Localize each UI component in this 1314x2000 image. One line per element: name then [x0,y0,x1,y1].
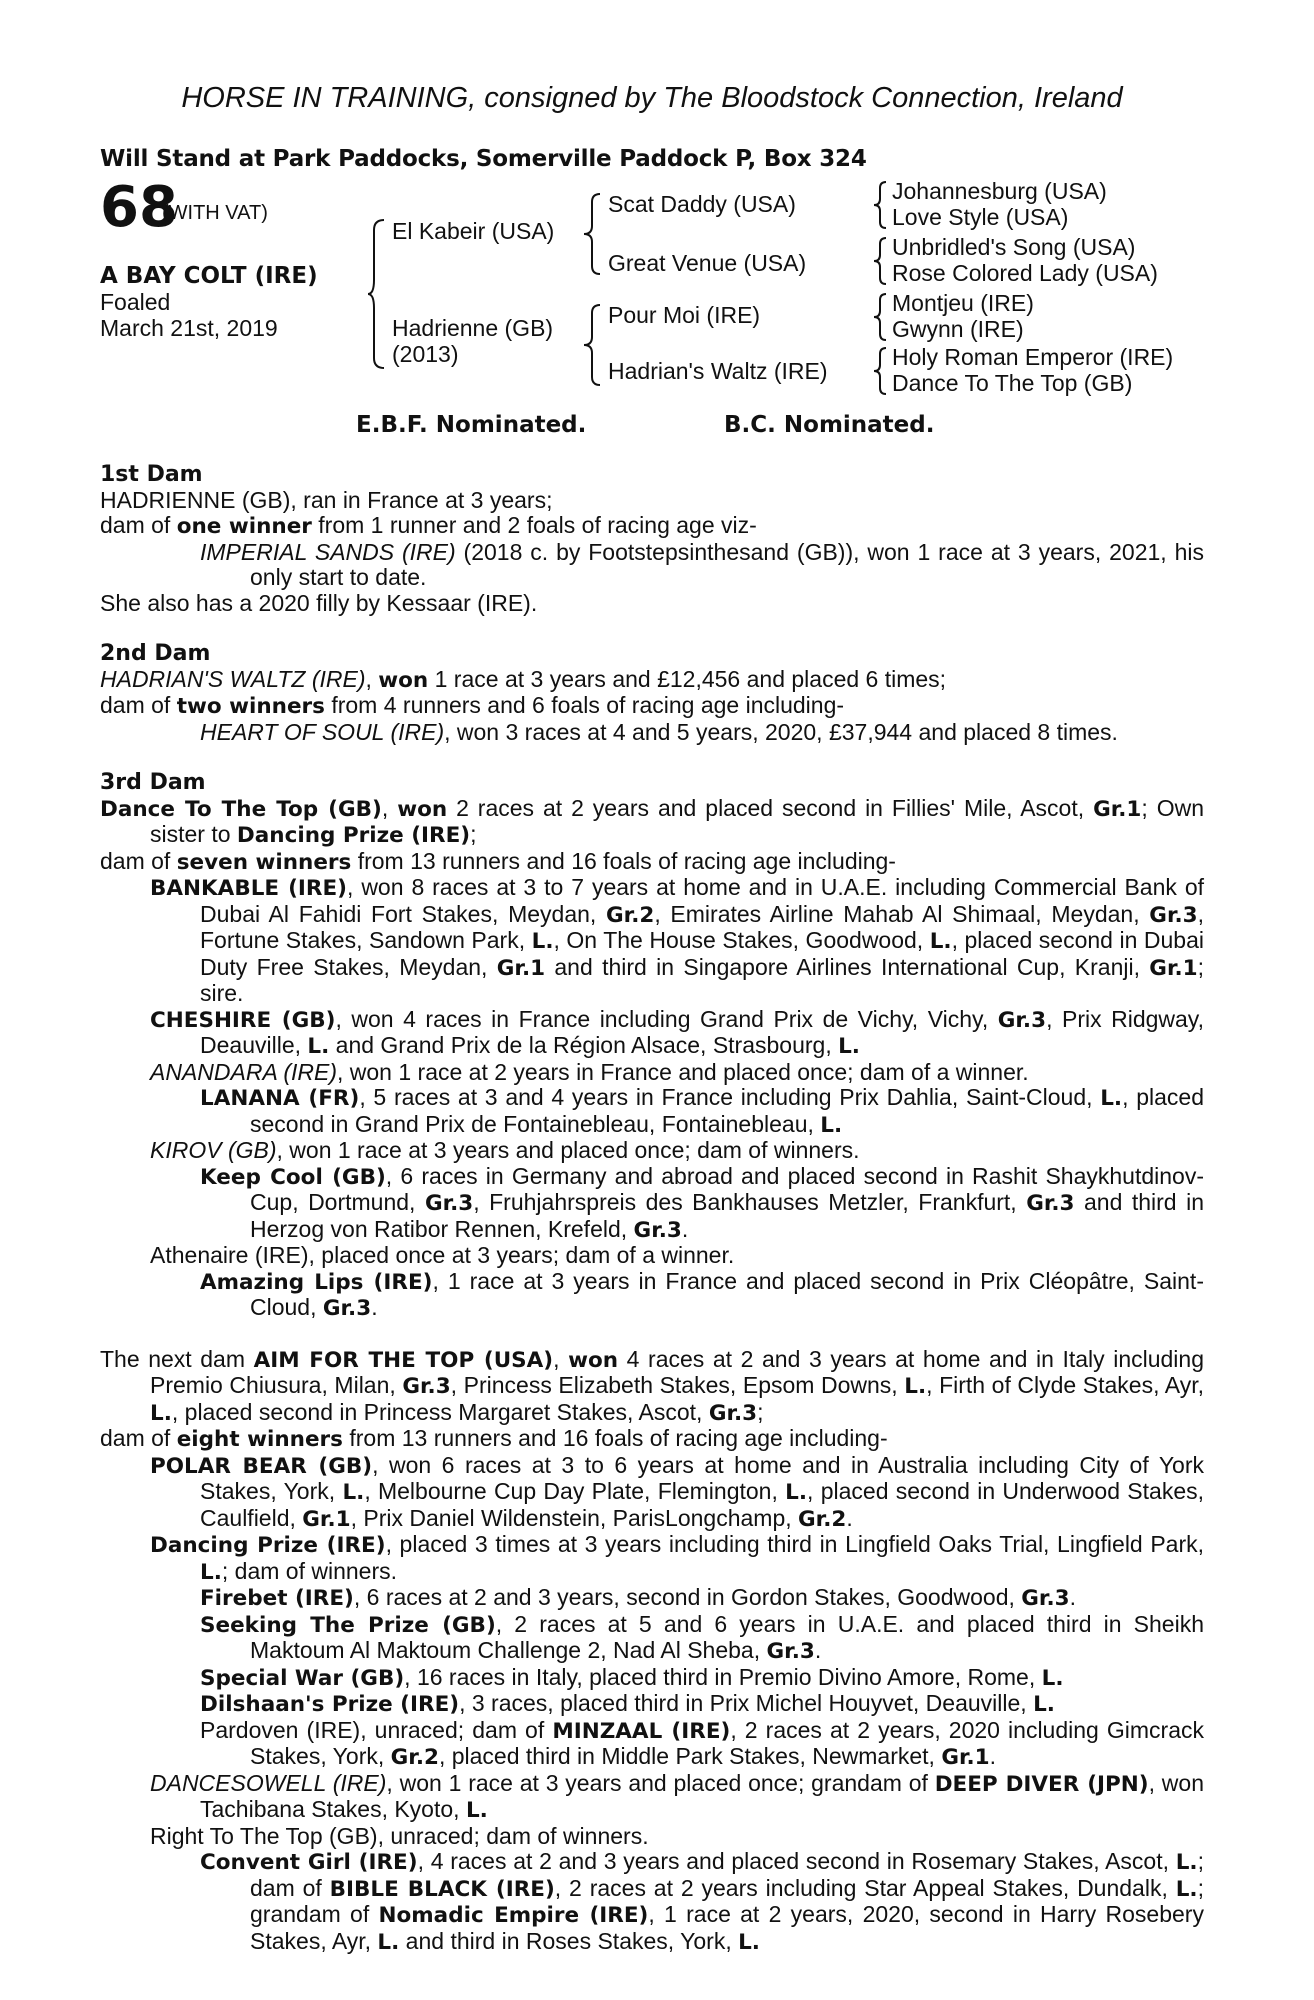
produce-seeking-the-prize: Seeking The Prize (GB), 2 races at 5 and 6 years in U.A.E. and placed third in Sheikh Maktoum Al Maktoum Challenge 2, Nad Al Sheba, Gr.3. [200,1610,1204,1664]
produce-anandara: ANANDARA (IRE), won 1 race at 2 years in France and placed once; dam of a winner. [150,1058,1029,1085]
pedigree-brace-dam [582,303,606,387]
second-dam-produce: dam of two winners from 4 runners and 6 foals of racing age including- [100,692,845,719]
pedigree-g1: Johannesburg (USA) [892,178,1107,204]
pedigree-dam: Hadrienne (GB) [392,315,554,341]
pedigree-brace-g12 [872,180,890,230]
pedigree-g7: Holy Roman Emperor (IRE) [892,344,1174,370]
produce-amazing-lips: Amazing Lips (IRE), 1 race at 3 years in France and placed second in Prix Cléopâtre, Saint-Cloud, Gr.3. [200,1267,1204,1321]
stand-location: Will Stand at Park Paddocks, Somerville Paddock P, Box 324 [100,146,867,172]
pedigree-brace-sire [582,192,606,276]
produce-imperial-sands: IMPERIAL SANDS (IRE) (2018 c. by Footstepsinthesand (GB)), won 1 race at 3 years, 2021, his only start to date. [200,538,1204,590]
foaled-date: March 21st, 2019 [100,315,278,341]
first-dam-line: HADRIENNE (GB), ran in France at 3 years; [100,486,553,513]
produce-lanana: LANANA (FR), 5 races at 3 and 4 years in France including Prix Dahlia, Saint-Cloud, L., placed second in Grand Prix de Fontainebleau, Fontainebleau, L. [200,1084,1204,1138]
pedigree-brace-g34 [872,236,890,286]
produce-athenaire: Athenaire (IRE), placed once at 3 years; dam of a winner. [150,1242,735,1268]
produce-keep-cool: Keep Cool (GB), 6 races in Germany and abroad and placed second in Rashit Shaykhutdinov-Cup, Dortmund, Gr.3, Fruhjahrspreis des Bankhauses Metzler, Frankfurt, Gr.3 and third in Herzog von Ratibor Rennen, Krefeld, Gr.3. [200,1162,1204,1243]
third-dam-line: Dance To The Top (GB), won 2 races at 2 years and placed second in Fillies' Mile, Ascot, Gr.1; Own sister to Dancing Prize (IRE); [100,794,1204,848]
dam-history [100,462,1204,1955]
produce-heart-of-soul: HEART OF SOUL (IRE), won 3 races at 4 and 5 years, 2020, £37,944 and placed 8 times. [200,718,1118,745]
foaled-label: Foaled [100,289,171,315]
pedigree-brace-g56 [872,292,890,342]
pedigree-brace-main [366,218,390,370]
produce-dancing-prize: Dancing Prize (IRE), placed 3 times at 3 years including third in Lingfield Oaks Trial, Lingfield Park, L.; dam of winners. [150,1531,1204,1585]
produce-right-to-the-top: Right To The Top (GB), unraced; dam of winners. [150,1822,649,1849]
bc-nomination: B.C. Nominated. [724,412,935,438]
page-header: HORSE IN TRAINING, consigned by The Bloodstock Connection, Ireland [181,82,1123,114]
second-dam-heading: 2nd Dam [100,641,211,666]
pedigree-sire-dam: Great Venue (USA) [608,250,807,276]
first-dam-foal: She also has a 2020 filly by Kessaar (IRE). [100,589,538,616]
pedigree-g8: Dance To The Top (GB) [892,370,1133,396]
horse-name: A BAY COLT (IRE) [100,263,318,289]
third-dam-heading: 3rd Dam [100,770,206,795]
pedigree-g3: Unbridled's Song (USA) [892,234,1136,260]
produce-convent-girl: Convent Girl (IRE), 4 races at 2 and 3 years and placed second in Rosemary Stakes, Ascot, L.; dam of BIBLE BLACK (IRE), 2 races at 2 years including Star Appeal Stakes, Dundalk, L.; grandam of Nomadic Empire (IRE), 1 race at 2 years, 2020, second in Harry Rosebery Stakes, Ayr, L. and third in Roses Stakes, York, L. [200,1848,1204,1955]
pedigree-g4: Rose Colored Lady (USA) [892,260,1158,286]
first-dam-heading: 1st Dam [100,462,203,487]
produce-polar-bear: POLAR BEAR (GB), won 6 races at 3 to 6 years at home and in Australia including City of York Stakes, York, L., Melbourne Cup Day Plate, Flemington, L., placed second in Underwood Stakes, Caulfield, Gr.1, Prix Daniel Wildenstein, ParisLongchamp, Gr.2. [150,1451,1205,1532]
pedigree-brace-g78 [872,346,890,396]
produce-dancesowell: DANCESOWELL (IRE), won 1 race at 3 years and placed once; grandam of DEEP DIVER (JPN), won Tachibana Stakes, Kyoto, L. [150,1769,1204,1823]
pedigree-g2: Love Style (USA) [892,204,1069,230]
pedigree-g5: Montjeu (IRE) [892,290,1034,316]
next-dam-line: The next dam AIM FOR THE TOP (USA), won 4 races at 2 and 3 years at home and in Italy including Premio Chiusura, Milan, Gr.3, Princess Elizabeth Stakes, Epsom Downs, L., Firth of Clyde Stakes, Ayr, L., placed second in Princess Margaret Stakes, Ascot, Gr.3; [100,1345,1205,1426]
vat-note: (WITH VAT) [162,202,268,224]
pedigree-sire: El Kabeir (USA) [392,218,555,244]
produce-pardoven: Pardoven (IRE), unraced; dam of MINZAAL (IRE), 2 races at 2 years, 2020 including Gimcrack Stakes, York, Gr.2, placed third in Middle Park Stakes, Newmarket, Gr.1. [200,1716,1205,1770]
next-dam-produce: dam of eight winners from 13 runners and 16 foals of racing age including- [100,1425,888,1452]
produce-bankable: BANKABLE (IRE), won 8 races at 3 to 7 years at home and in U.A.E. including Commercial Bank of Dubai Al Fahidi Fort Stakes, Meydan, Gr.2, Emirates Airline Mahab Al Shimaal, Meydan, Gr.3, Fortune Stakes, Sandown Park, L., On The House Stakes, Goodwood, L., placed second in Dubai Duty Free Stakes, Meydan, Gr.1 and third in Singapore Airlines International Cup, Kranji, Gr.1; sire. [150,874,1204,1006]
produce-special-war: Special War (GB), 16 races in Italy, placed third in Premio Divino Amore, Rome, L. [200,1663,1064,1691]
produce-cheshire: CHESHIRE (GB), won 4 races in France including Grand Prix de Vichy, Vichy, Gr.3, Prix Ridgway, Deauville, L. and Grand Prix de la Région Alsace, Strasbourg, L. [150,1005,1204,1059]
pedigree-sire-sire: Scat Daddy (USA) [608,191,796,217]
produce-kirov: KIROV (GB), won 1 race at 3 years and placed once; dam of winners. [150,1137,860,1163]
produce-dilshaans-prize: Dilshaan's Prize (IRE), 3 races, placed third in Prix Michel Houyvet, Deauville, L. [200,1690,1055,1717]
ebf-nomination: E.B.F. Nominated. [356,412,587,438]
first-dam-produce: dam of one winner from 1 runner and 2 foals of racing age viz- [100,512,757,539]
third-dam-produce: dam of seven winners from 13 runners and 16 foals of racing age including- [100,847,896,875]
pedigree-dam-sire: Pour Moi (IRE) [608,302,761,328]
pedigree-g6: Gwynn (IRE) [892,316,1024,342]
second-dam-line: HADRIAN'S WALTZ (IRE), won 1 race at 3 years and £12,456 and placed 6 times; [100,665,947,693]
lot-number: 68 [100,175,178,240]
produce-firebet: Firebet (IRE), 6 races at 2 and 3 years, second in Gordon Stakes, Goodwood, Gr.3. [200,1584,1076,1611]
pedigree-dam-dam: Hadrian's Waltz (IRE) [608,358,828,384]
pedigree-dam-year: (2013) [392,341,459,367]
